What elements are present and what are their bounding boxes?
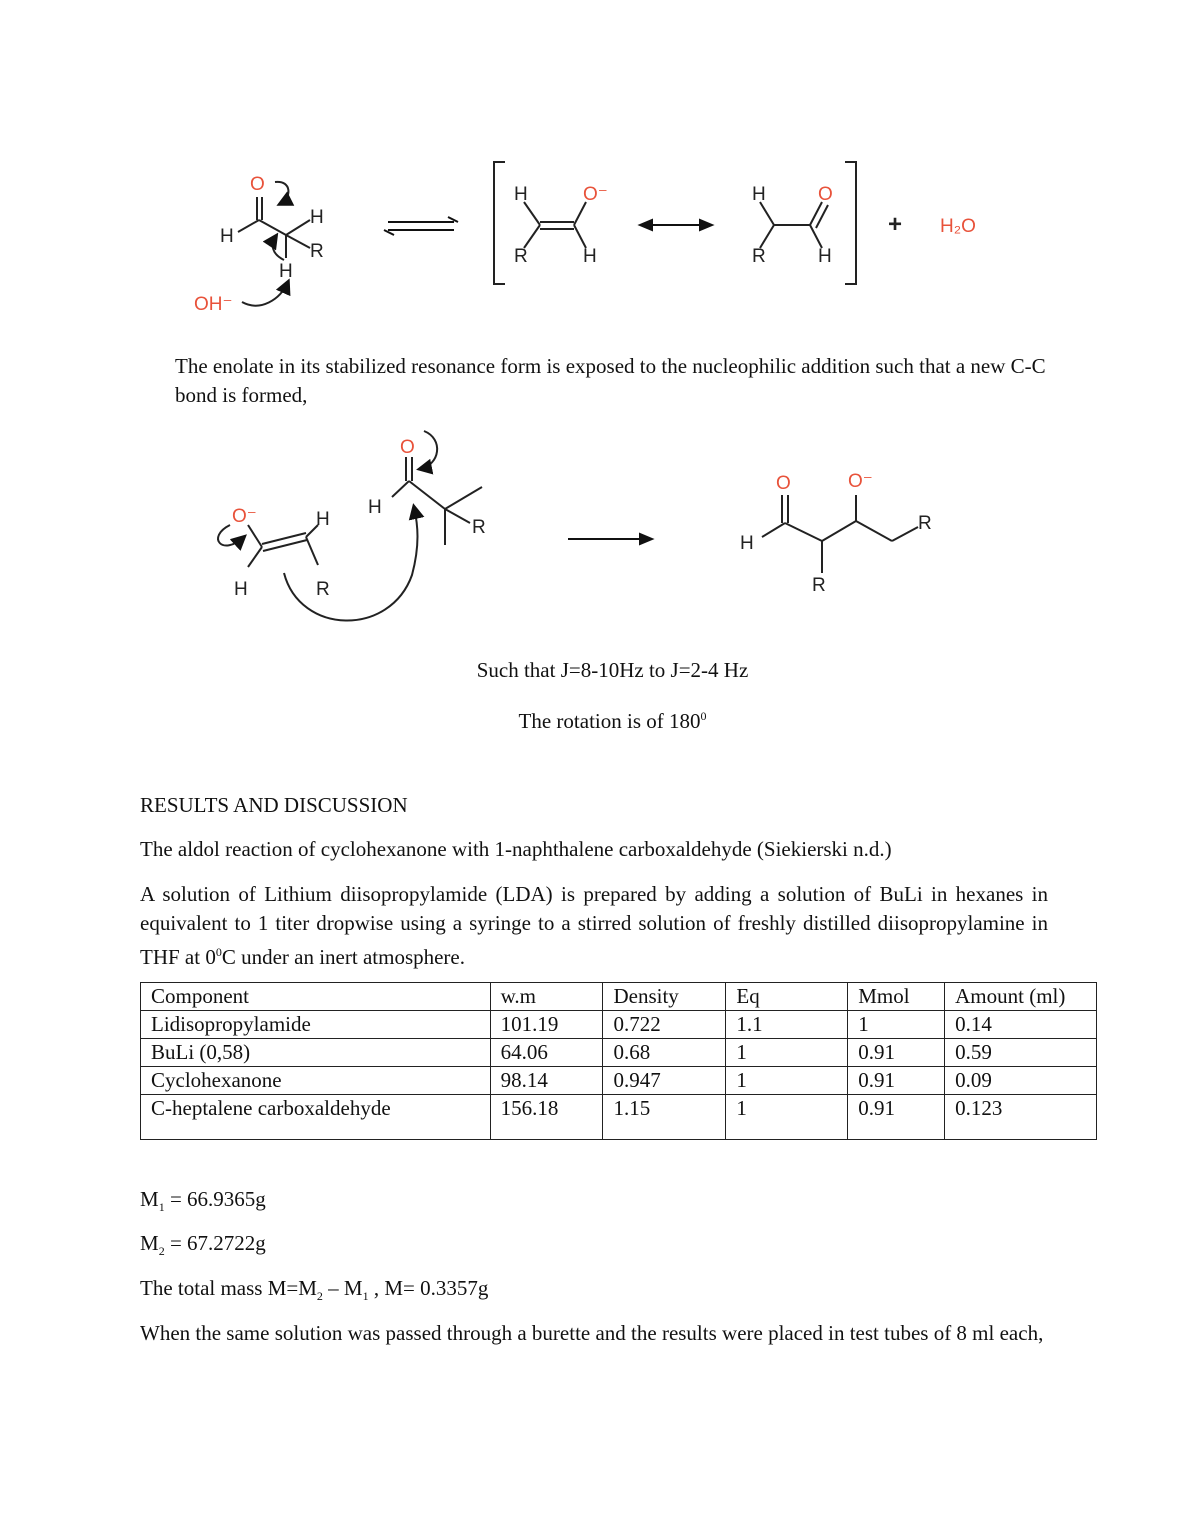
table-cell: 1.15 [603, 1095, 726, 1140]
table-cell: 1 [726, 1067, 848, 1095]
table-cell: 0.09 [945, 1067, 1097, 1095]
table-cell: 0.91 [848, 1067, 945, 1095]
reagent-table [140, 982, 1097, 1140]
table-cell: 0.68 [603, 1039, 726, 1067]
svg-text:H: H [316, 509, 330, 530]
svg-text:R: R [316, 579, 330, 600]
svg-text:H: H [368, 497, 382, 518]
enolate-paragraph: The enolate in its stabilized resonance form is exposed to the nucleophilic addition such that a new C-C bond is formed, [175, 354, 1046, 407]
table-cell: 0.91 [848, 1039, 945, 1067]
svg-text:O: O [776, 473, 791, 494]
table-cell: 0.947 [603, 1067, 726, 1095]
table-cell: C-heptalene carboxaldehyde [141, 1095, 491, 1140]
burette-paragraph: When the same solution was passed through a burette and the results were placed in test tubes of 8 ml each, [140, 1321, 1044, 1345]
svg-text:H: H [740, 533, 754, 554]
aldol-addition-scheme [200, 425, 960, 635]
svg-text:R: R [310, 241, 324, 262]
hydroxide-label: OH⁻ [194, 294, 233, 315]
resonance-arrow [640, 220, 712, 230]
svg-text:H: H [310, 207, 324, 228]
svg-text:H: H [220, 226, 234, 247]
table-cell: 0.91 [848, 1095, 945, 1140]
svg-text:O: O [400, 437, 415, 458]
table-cell: 98.14 [490, 1067, 603, 1095]
table-header: Mmol [848, 983, 945, 1011]
oxygen-label: O [250, 174, 265, 195]
table-header: Component [141, 983, 491, 1011]
svg-text:H: H [514, 184, 528, 205]
table-row [141, 1011, 1097, 1039]
svg-text:H: H [234, 579, 248, 600]
aldol-product [762, 495, 918, 573]
table-header: Density [603, 983, 726, 1011]
mass-m2: $M_2 = 67.2722g$ [140, 1231, 266, 1259]
svg-text:R: R [812, 575, 826, 596]
svg-text:R: R [472, 517, 486, 538]
enolate-formation-scheme [180, 150, 1020, 330]
table-cell: 101.19 [490, 1011, 603, 1039]
table-header: w.m [490, 983, 603, 1011]
svg-text:R: R [752, 246, 766, 267]
table-cell: BuLi (0,58) [141, 1039, 491, 1067]
table-cell: 156.18 [490, 1095, 603, 1140]
aldol-title: The aldol reaction of cyclohexanone with 1-naphthalene carboxaldehyde (Siekierski n.d.) [140, 837, 892, 861]
svg-text:R: R [918, 513, 932, 534]
table-cell: 64.06 [490, 1039, 603, 1067]
table-cell: 1 [848, 1011, 945, 1039]
rotation-line: The rotation is of $180^0$ [518, 709, 707, 733]
lda-paragraph: A solution of Lithium diisopropylamide (LDA) is prepared by adding a solution of BuLi in hexanes in equivalent to 1 titer dropwise using a syringe to a stirred solution of freshly distilled diisopropylamine in THF at $0^0C$ under an inert atmosphere. [140, 882, 1048, 969]
table-cell: 0.59 [945, 1039, 1097, 1067]
aldehyde-structure [238, 182, 310, 306]
svg-text:O⁻: O⁻ [848, 471, 873, 492]
table-row [141, 1067, 1097, 1095]
water-label: H₂O [940, 216, 976, 237]
reaction-arrow [568, 534, 652, 544]
plus-sign: + [888, 211, 903, 238]
svg-text:H: H [279, 261, 293, 282]
table-cell: Cyclohexanone [141, 1067, 491, 1095]
table-cell: 0.722 [603, 1011, 726, 1039]
table-row [141, 1095, 1097, 1140]
enolate-form-1 [524, 202, 586, 248]
mass-m1: $M_1 = 66.9365g$ [140, 1187, 266, 1215]
svg-text:H: H [752, 184, 766, 205]
table-header: Eq [726, 983, 848, 1011]
svg-text:O: O [818, 184, 833, 205]
table-header-row [141, 983, 1097, 1011]
svg-text:O⁻: O⁻ [583, 184, 608, 205]
table-cell: 0.14 [945, 1011, 1097, 1039]
table-row [141, 1039, 1097, 1067]
table-cell: Lidisopropylamide [141, 1011, 491, 1039]
results-heading: RESULTS AND DISCUSSION [140, 793, 408, 817]
coupling-constant-line: Such that J=8-10Hz to J=2-4 Hz [476, 658, 749, 682]
table-header: Amount (ml) [945, 983, 1097, 1011]
table-cell: 1.1 [726, 1011, 848, 1039]
svg-text:H: H [583, 246, 597, 267]
table-cell: 1 [726, 1095, 848, 1140]
table-cell: 0.123 [945, 1095, 1097, 1140]
total-mass: The total mass $M=M_2 - M_1$ , M= 0.3357g [140, 1276, 489, 1304]
enolate-form-2 [760, 202, 828, 248]
equilibrium-arrow [384, 217, 458, 235]
table-cell: 1 [726, 1039, 848, 1067]
svg-text:H: H [818, 246, 832, 267]
svg-text:O⁻: O⁻ [232, 506, 257, 527]
svg-text:R: R [514, 246, 528, 267]
